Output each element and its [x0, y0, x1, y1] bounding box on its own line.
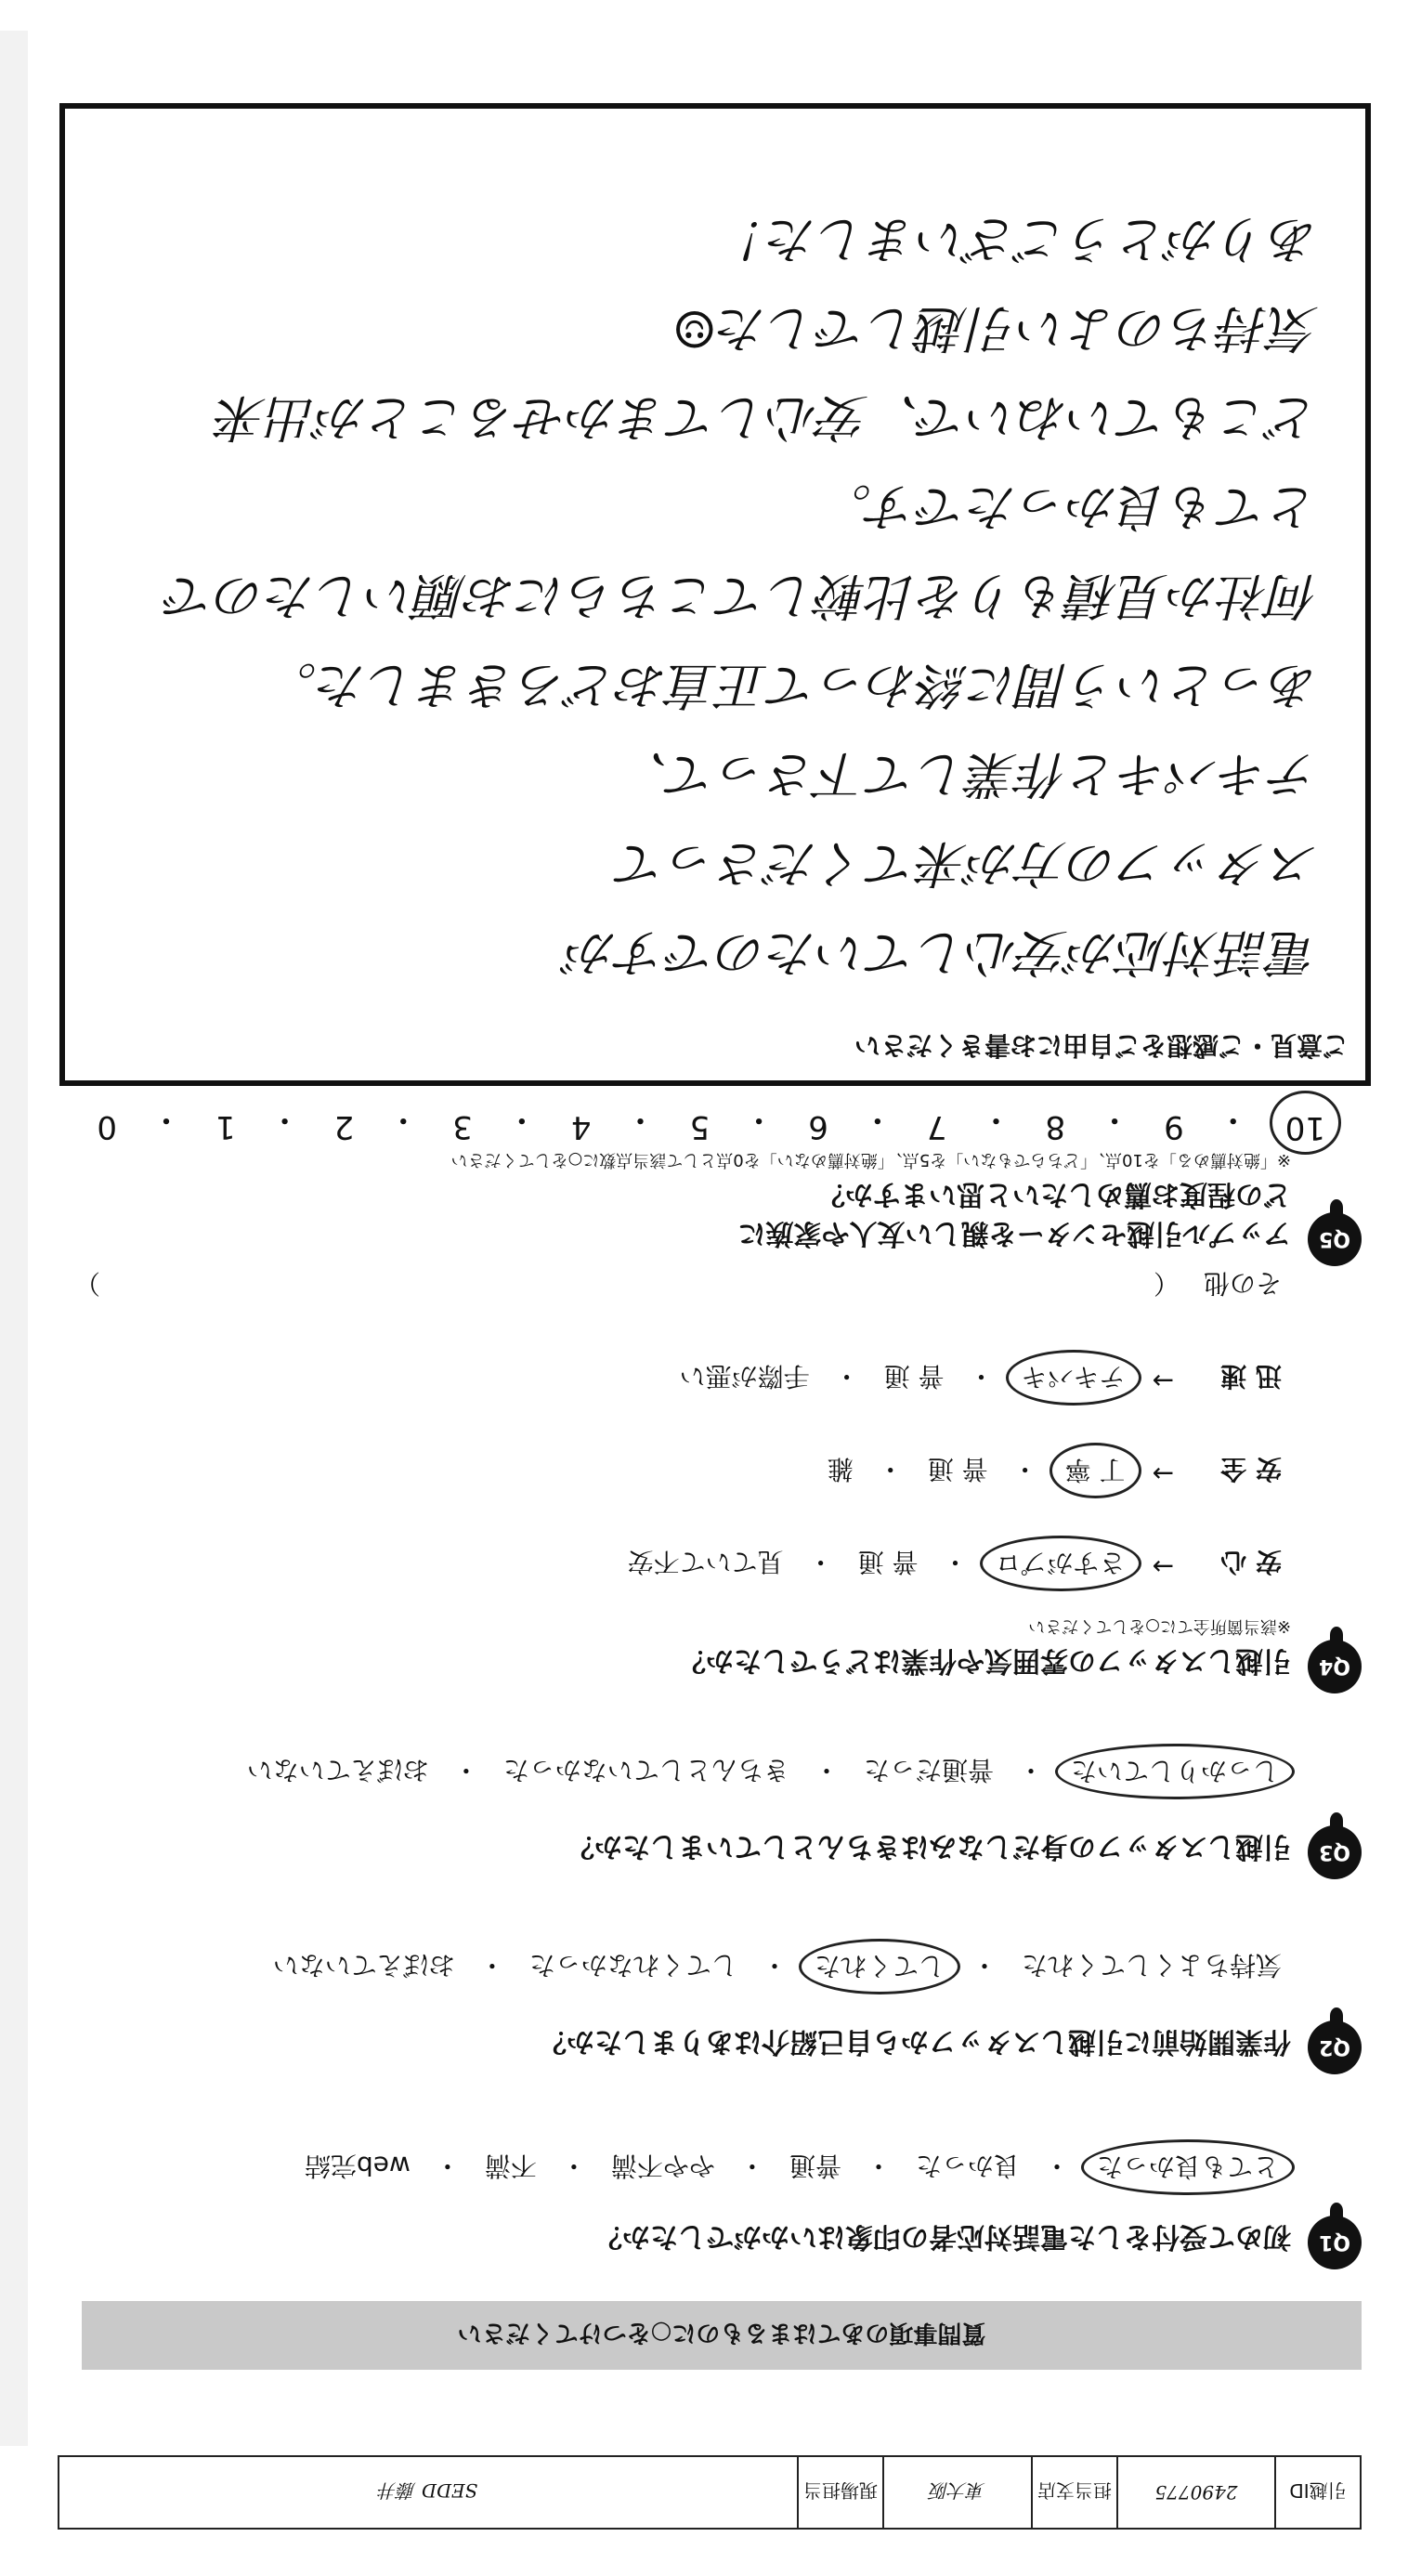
score[interactable]: 0 — [97, 1108, 117, 1145]
question-note: ※「絶対薦める」を10点、「どちらでもない」を5点、「絶対薦めない」を0点として該当点数に○をしてください — [450, 1150, 1291, 1170]
score[interactable]: 4 — [570, 1108, 592, 1145]
option-selected[interactable]: してくれた — [799, 1939, 960, 1994]
comment-line: あっという間に終わって正直おどろきました。 — [267, 656, 1319, 714]
option-selected[interactable]: テキパキ — [1006, 1350, 1141, 1406]
option-selected[interactable]: しっかりしていた — [1055, 1744, 1295, 1799]
question-text: 初めて受付をした電話対応者の印象はいかがでしたか？ — [594, 2220, 1291, 2253]
staff-value: SEDD 藤井 — [378, 2479, 478, 2503]
comment-line: とても良かったです。 — [821, 477, 1319, 536]
id-value: 2490775 — [1116, 2457, 1274, 2528]
score[interactable]: 7 — [926, 1108, 947, 1145]
score[interactable]: 1 — [215, 1108, 236, 1145]
other-open-paren: （ — [1153, 1268, 1180, 1299]
branch-value: 東大阪 — [882, 2457, 1031, 2528]
option[interactable]: やや不満 — [610, 2151, 715, 2181]
comment-line: どこもていねいで、安心してまかせることが出来 — [216, 388, 1319, 447]
rating-row-anzen: 安 全 → 丁 寧 ・ 普 通 ・ 雑 — [828, 1452, 1282, 1489]
other-input[interactable] — [124, 1266, 1129, 1303]
header-table — [58, 2455, 1362, 2530]
question-note: ※該当箇所全てに○をしてください — [1028, 1616, 1291, 1636]
option[interactable]: 気持ちよくしてくれた — [1021, 1950, 1282, 1981]
answer-options: とても良かった ・ 良かった ・ 普通 ・ やや不満 ・ 不満 ・ web完結 — [305, 2149, 1282, 2186]
option-selected[interactable]: とても良かった — [1081, 2139, 1295, 2195]
branch-label: 担当支店 — [1031, 2457, 1116, 2528]
question-number-badge: Q2 — [1308, 2020, 1362, 2074]
scan-edge — [0, 31, 28, 2446]
rating-row-anshin: 安 心 → さすがプロ ・ 普 通 ・ 見ていて不安 — [628, 1545, 1282, 1582]
comment-line: テキパキと作業して下さって、 — [618, 745, 1319, 804]
score[interactable]: 5 — [689, 1108, 711, 1145]
answer-options: 気持ちよくしてくれた ・ してくれた ・ してくれなかった ・ おぼえていない — [273, 1948, 1282, 1985]
arrow: → — [1152, 1551, 1174, 1582]
other-row — [74, 1266, 1282, 1303]
option[interactable]: 普 通 — [857, 1547, 919, 1577]
option-selected[interactable]: さすがプロ — [980, 1536, 1141, 1591]
rating-row-jinsoku: 迅 速 → テキパキ ・ 普 通 ・ 手際が悪い — [680, 1359, 1282, 1396]
question-text-line2: どの程度お薦めしたいと思いますか？ — [817, 1178, 1291, 1210]
handwritten-comment[interactable] — [111, 194, 1319, 997]
comment-box — [59, 103, 1371, 1086]
option[interactable]: 普通だった — [863, 1755, 994, 1785]
option[interactable]: 普通 — [789, 2151, 841, 2181]
question-number-badge: Q1 — [1308, 2216, 1362, 2269]
option[interactable]: 不満 — [484, 2151, 537, 2181]
option[interactable]: おぼえていない — [246, 1755, 429, 1785]
row-label: 安 全 — [1220, 1454, 1282, 1484]
answer-options: しっかりしていた ・ 普通だった ・ きちんとしていなかった ・ おぼえていない — [247, 1753, 1282, 1790]
score[interactable]: 9 — [1164, 1108, 1184, 1145]
id-label: 引越ID — [1274, 2457, 1360, 2528]
comment-line: スタッフの方が来てくださって — [617, 834, 1319, 893]
option[interactable]: 普 通 — [883, 1361, 945, 1392]
option[interactable]: きちんとしていなかった — [502, 1755, 789, 1785]
score[interactable]: 6 — [808, 1108, 828, 1145]
score[interactable]: 3 — [452, 1108, 473, 1145]
row-label: 迅 速 — [1220, 1361, 1282, 1392]
staff-label: 現場担当 — [797, 2457, 882, 2528]
option[interactable]: 良かった — [915, 2151, 1020, 2181]
comment-title: ご意見・ご感想をご自由にお書きください — [854, 1030, 1349, 1061]
comment-line: 電話対応が安心していたのですが — [567, 923, 1319, 982]
option[interactable]: してくれなかった — [528, 1950, 737, 1981]
comment-line: 何社か見積もりを比較してこちらにお願いしたので — [165, 567, 1319, 625]
question-text: アップル引越センターを親しい友人や家族に — [737, 1217, 1291, 1249]
option[interactable]: 見ていて不安 — [627, 1547, 784, 1577]
comment-line: ありがとうございました！ — [717, 210, 1319, 268]
other-close-paren: ） — [74, 1268, 101, 1299]
option[interactable]: 手際が悪い — [679, 1361, 810, 1392]
score-selected[interactable]: 10 — [1270, 1091, 1341, 1155]
option[interactable]: 普 通 — [927, 1454, 988, 1484]
comment-line: 気持ちのよい引越しでした☺ — [671, 299, 1319, 358]
question-text: 引越しスタッフの雰囲気や作業はどうでしたか？ — [678, 1644, 1291, 1677]
score-scale-row: 10 ・ 9 ・ 8 ・ 7 ・ 6 ・ 5 ・ 4 ・ 3 ・ 2 ・ 1 ・ 0 — [97, 1100, 1328, 1145]
score[interactable]: 8 — [1045, 1108, 1066, 1145]
score[interactable]: 2 — [333, 1108, 355, 1145]
option[interactable]: 雑 — [827, 1454, 854, 1484]
row-label: 安 心 — [1220, 1547, 1282, 1577]
question-text: 引越しスタッフの身だしなみはきちんとしていましたか？ — [567, 1830, 1291, 1863]
instructions-bar: 質問事項のあてはまるものに○をつけてください — [82, 2301, 1362, 2370]
option[interactable]: おぼえていない — [272, 1950, 455, 1981]
arrow: → — [1152, 1366, 1174, 1396]
arrow: → — [1152, 1458, 1174, 1489]
other-label: その他 — [1203, 1268, 1282, 1299]
question-number-badge: Q4 — [1308, 1640, 1362, 1693]
option[interactable]: web完結 — [304, 2151, 411, 2181]
question-text: 作業開始前に引越しスタッフから自己紹介はありましたか？ — [539, 2025, 1291, 2058]
question-number-badge: Q5 — [1308, 1212, 1362, 1266]
question-number-badge: Q3 — [1308, 1825, 1362, 1879]
option-selected[interactable]: 丁 寧 — [1049, 1443, 1141, 1498]
